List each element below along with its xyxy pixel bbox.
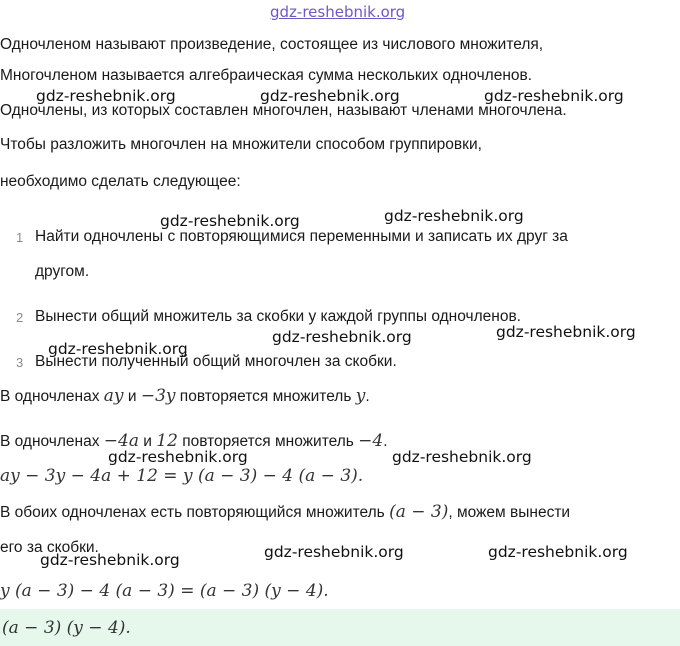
watermark: gdz-reshebnik.org <box>108 448 248 466</box>
intro-line-2: необходимо сделать следующее: <box>0 173 241 190</box>
watermark: gdz-reshebnik.org <box>160 212 300 230</box>
watermark: gdz-reshebnik.org <box>384 207 524 225</box>
intro-line-1: Чтобы разложить многочлен на множители способом группировки, <box>0 136 482 153</box>
watermark-top[interactable]: gdz-reshebnik.org <box>270 3 406 21</box>
step-2-text: Вынести общий множитель за скобки у каждой группы одночленов. <box>35 308 521 325</box>
watermark: gdz-reshebnik.org <box>484 87 624 105</box>
step-1-line-1: Найти одночлены с повторяющимися переменными и записать их друг за <box>35 228 568 245</box>
solution-sentence-2: В одночленах −4a и 12 повторяется множитель −4. <box>0 431 388 451</box>
definition-members: Одночлены, из которых составлен многочлен, называют членами многочлена. <box>0 102 567 119</box>
watermark: gdz-reshebnik.org <box>48 340 188 358</box>
step-number: 1 <box>16 230 24 245</box>
solution-sentence-3-line-2: его за скобки. <box>0 539 99 556</box>
step-3-text: Вынести полученный общий многочлен за скобки. <box>35 353 397 370</box>
watermark: gdz-reshebnik.org <box>488 543 628 561</box>
step-number: 3 <box>16 355 24 370</box>
definition-monomial: Одночленом называют произведение, состоящее из числового множителя, <box>0 36 544 53</box>
equation-2: y (a − 3) − 4 (a − 3) = (a − 3) (y − 4). <box>0 581 329 601</box>
equation-1: ay − 3y − 4a + 12 = y (a − 3) − 4 (a − 3). <box>0 466 364 486</box>
answer-expression: (a − 3) (y − 4). <box>2 618 131 638</box>
step-1-line-2: другом. <box>35 263 90 280</box>
step-number: 2 <box>16 310 24 325</box>
watermark: gdz-reshebnik.org <box>260 87 400 105</box>
watermark: gdz-reshebnik.org <box>392 448 532 466</box>
watermark: gdz-reshebnik.org <box>264 543 404 561</box>
definition-polynomial: Многочленом называется алгебраическая сумма нескольких одночленов. <box>0 67 533 84</box>
watermark: gdz-reshebnik.org <box>272 328 412 346</box>
solution-sentence-1: В одночленах ay и −3y повторяется множитель y. <box>0 386 370 406</box>
solution-sentence-3: В обоих одночленах есть повторяющийся множитель (a − 3), можем вынести <box>0 502 571 522</box>
watermark: gdz-reshebnik.org <box>40 551 180 569</box>
watermark: gdz-reshebnik.org <box>36 87 176 105</box>
watermark: gdz-reshebnik.org <box>496 323 636 341</box>
answer-box <box>0 609 680 646</box>
